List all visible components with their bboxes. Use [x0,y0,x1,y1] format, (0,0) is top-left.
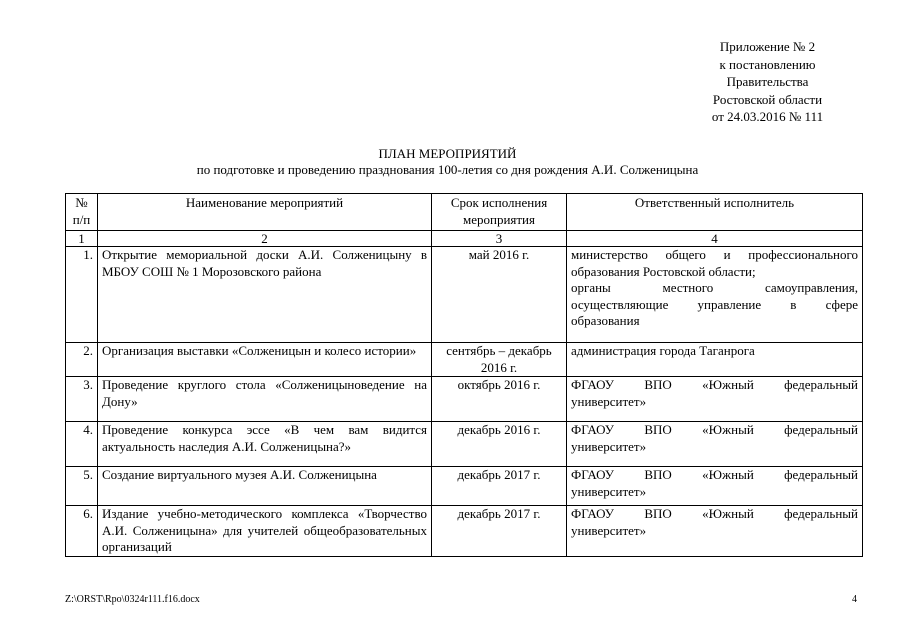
row-number: 1. [66,247,98,343]
table-header-row [66,194,863,231]
executor-line: университет» [571,522,647,538]
column-number: 3 [432,231,567,247]
event-executor [567,506,863,557]
header-term: Срок исполнения мероприятия [432,194,567,231]
event-term: май 2016 г. [432,247,567,343]
event-term: декабрь 2017 г. [432,467,567,506]
appendix-line: Ростовской области [712,91,823,107]
executor-line: образования [571,313,640,328]
event-name: Открытие мемориальной доски А.И. Солженицыну в МБОУ СОШ № 1 Морозовского района [98,247,432,343]
executor-line: образования Ростовской области; [571,263,756,279]
executor-line: университет» [571,483,647,499]
event-term: октябрь 2016 г. [432,377,567,422]
table-row [66,506,863,557]
table-row [66,343,863,377]
event-term: декабрь 2017 г. [432,506,567,557]
plan-subtitle: по подготовке и проведению празднования 100-летия со дня рождения А.И. Солженицына [196,162,699,177]
row-number: 4. [66,422,98,467]
column-number-row [66,231,863,247]
column-number: 1 [66,231,98,247]
executor-line: университет» [571,393,647,409]
event-executor [567,377,863,422]
executor-line: администрация города Таганрога [571,343,755,358]
event-executor [567,343,863,377]
row-number: 2. [66,343,98,377]
column-number: 2 [98,231,432,247]
appendix-header [645,38,890,126]
executor-line: органы местного самоуправления, [571,280,858,295]
appendix-line: Правительства [726,74,809,89]
executor-line: ФГАОУ ВПО «Южный федеральный [571,377,858,392]
plan-title: ПЛАН МЕРОПРИЯТИЙ [378,146,517,161]
footer-file-path: Z:\ORST\Rpo\0324r111.f16.docx [65,594,200,605]
column-number: 4 [567,231,863,247]
event-executor [567,467,863,506]
appendix-line: от 24.03.2016 № 111 [711,109,824,124]
event-name: Издание учебно-методического комплекса «Творчество А.И. Солженицына» для учителей общеобразовательных организаций [98,506,432,557]
page-number: 4 [852,594,857,605]
executor-line: ФГАОУ ВПО «Южный федеральный [571,467,858,482]
header-num: № п/п [66,194,98,231]
executor-line: министерство общего и профессионального [571,247,858,262]
event-executor [567,247,863,343]
appendix-line: Приложение № 2 [719,39,816,54]
executor-line: осуществляющие управление в сфере [571,296,858,312]
event-term: декабрь 2016 г. [432,422,567,467]
row-number: 3. [66,377,98,422]
event-name: Организация выставки «Солженицын и колесо истории» [98,343,432,377]
row-number: 6. [66,506,98,557]
event-executor [567,422,863,467]
header-executor: Ответственный исполнитель [567,194,863,231]
row-number: 5. [66,467,98,506]
events-table [65,193,863,557]
table-row [66,422,863,467]
executor-line: университет» [571,438,647,454]
executor-line: ФГАОУ ВПО «Южный федеральный [571,506,858,521]
event-name: Проведение конкурса эссе «В чем вам видится актуальность наследия А.И. Солженицына?» [98,422,432,467]
header-name: Наименование мероприятий [98,194,432,231]
table-row [66,467,863,506]
event-name: Создание виртуального музея А.И. Солженицына [98,467,432,506]
executor-line: ФГАОУ ВПО «Южный федеральный [571,422,858,437]
event-name: Проведение круглого стола «Солженицыноведение на Дону» [98,377,432,422]
table-row [66,247,863,343]
event-term: сентябрь – декабрь 2016 г. [432,343,567,377]
appendix-line: к постановлению [719,56,816,72]
table-row [66,377,863,422]
